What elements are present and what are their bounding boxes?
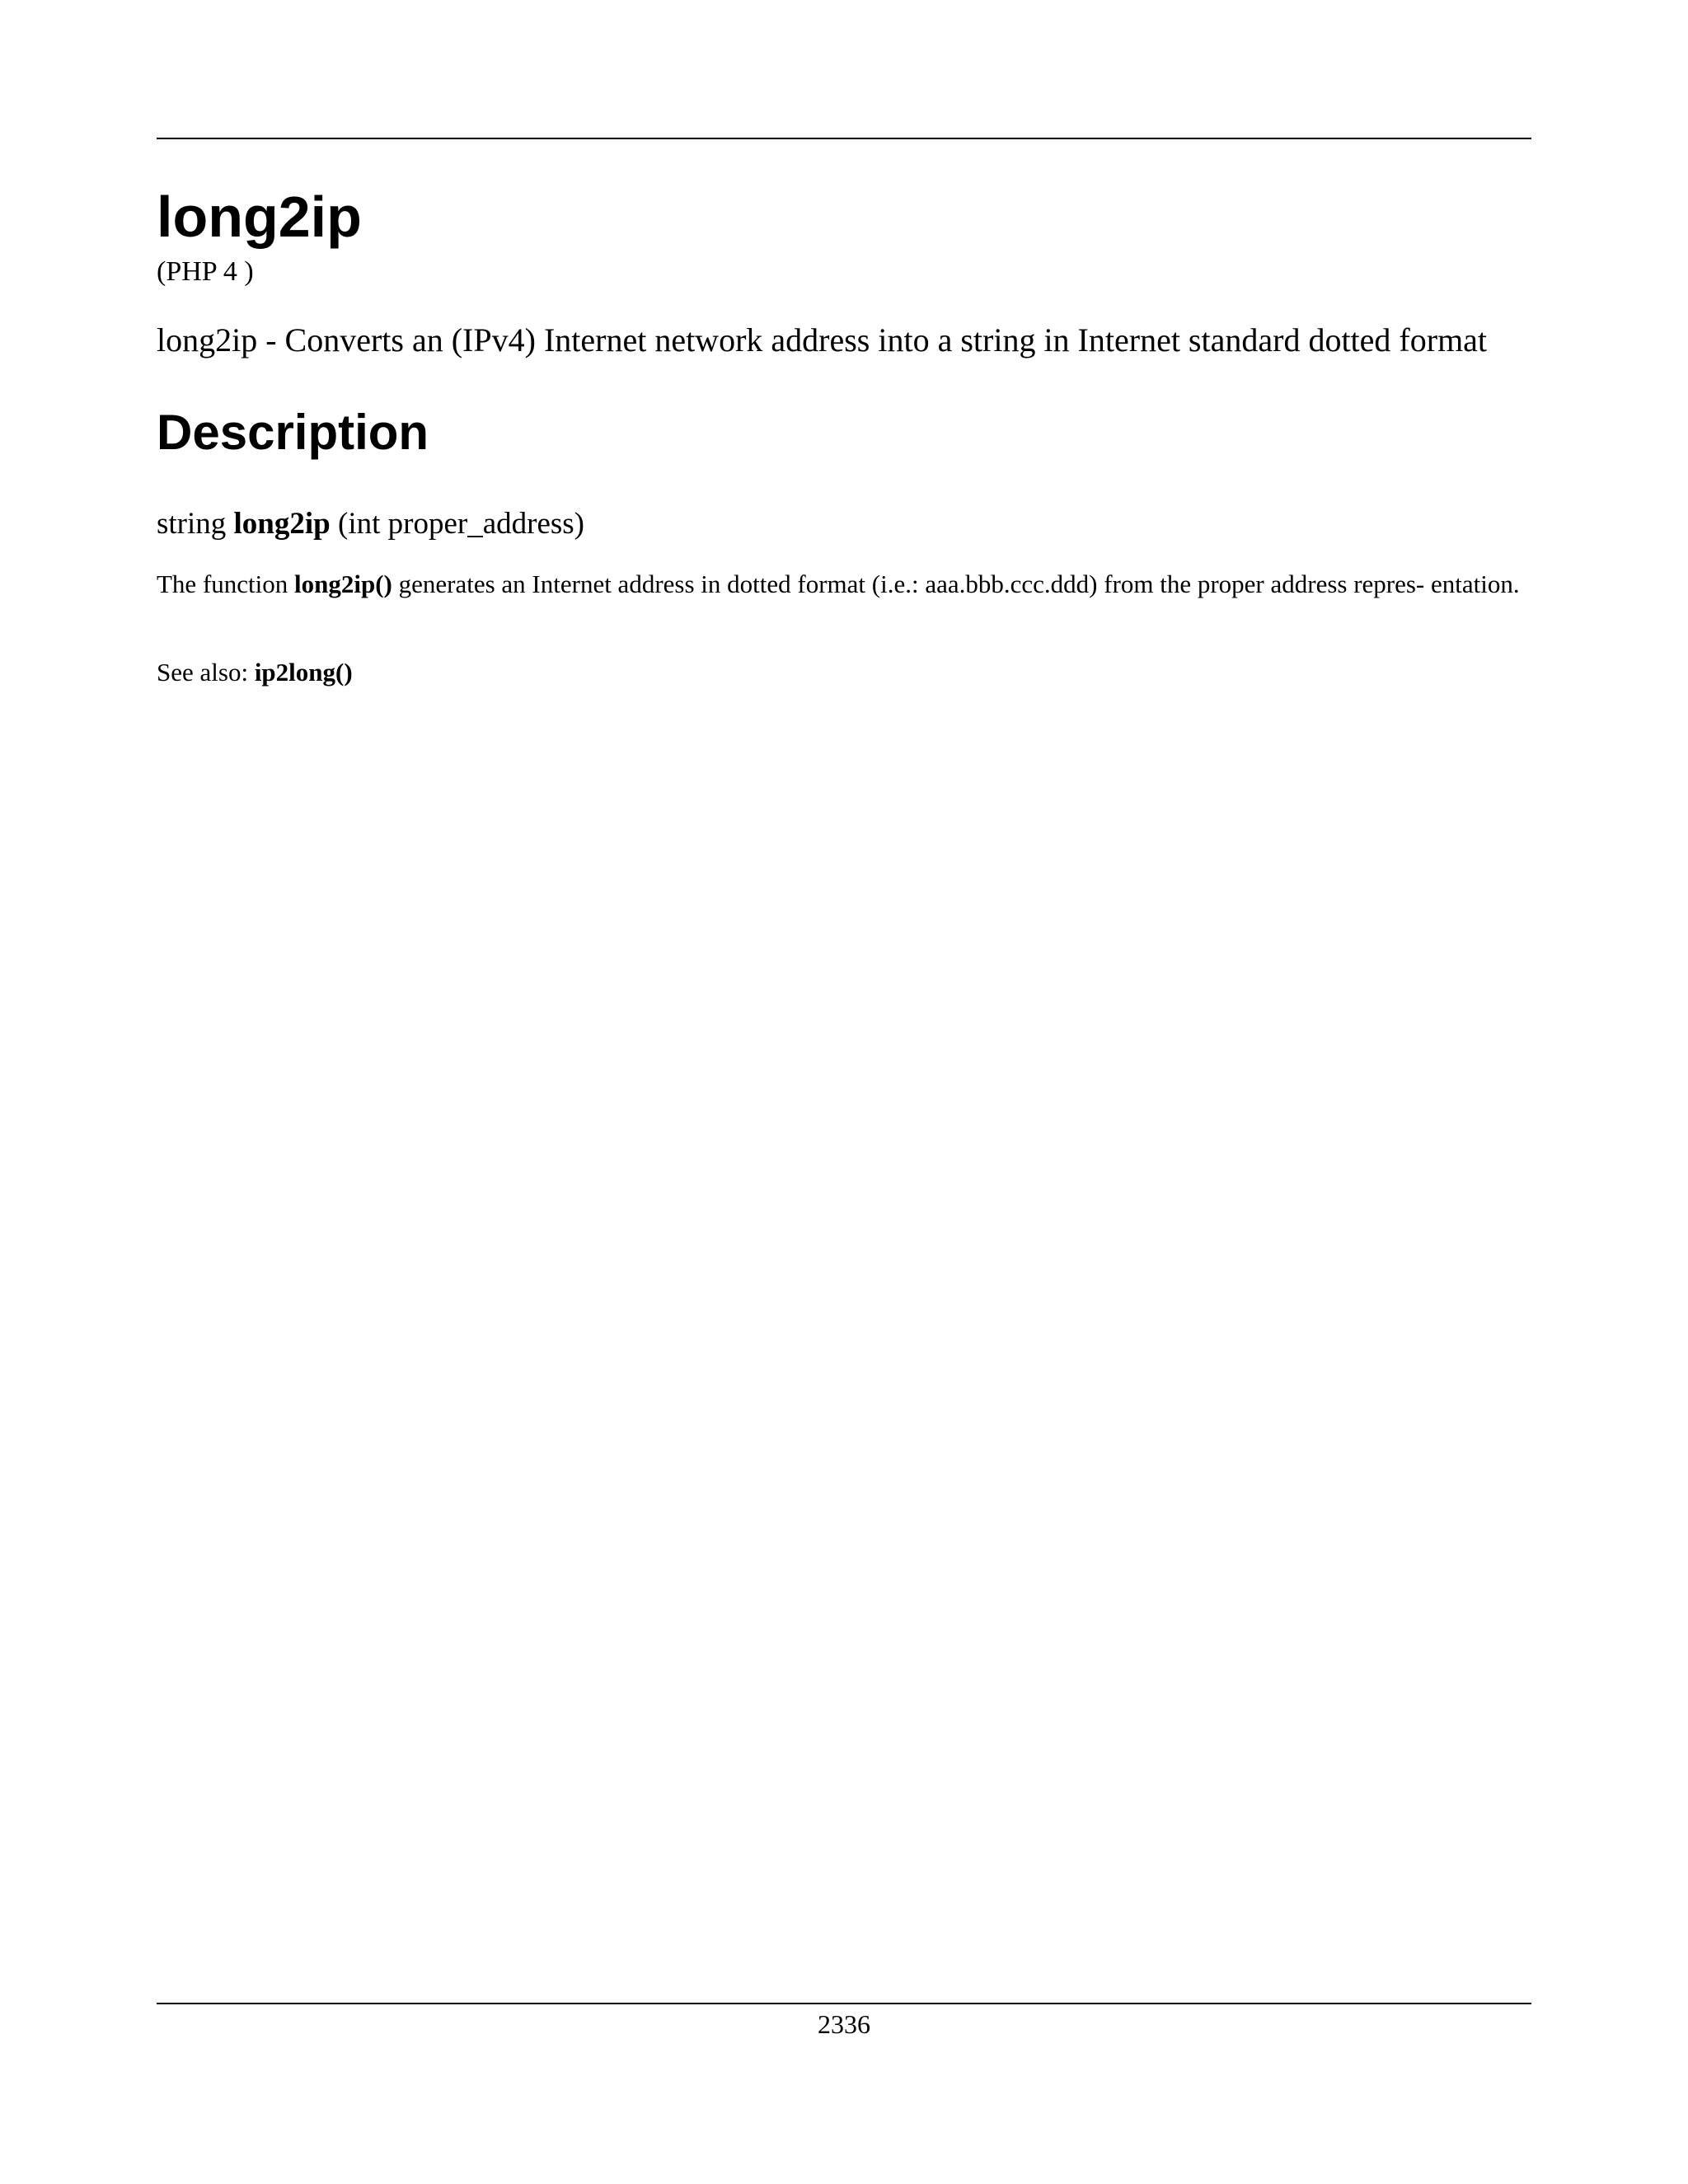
paragraph-function-ref: long2ip(): [294, 569, 392, 598]
paragraph-text-after: generates an Internet address in dotted format (i.e.: aaa.bbb.ccc.ddd) from the proper address repres- entation.: [392, 569, 1520, 598]
php-version: (PHP 4 ): [157, 256, 254, 287]
synopsis-return-type: string: [157, 507, 227, 541]
page-number: 2336: [818, 2009, 870, 2039]
see-also-label: See also:: [157, 658, 255, 687]
see-also-link[interactable]: ip2long(): [254, 658, 353, 687]
function-synopsis: [157, 506, 584, 542]
synopsis-function-name: long2ip: [233, 507, 331, 541]
synopsis-params: (int proper_address): [338, 507, 584, 541]
function-title: long2ip: [157, 185, 362, 249]
function-purpose: long2ip - Converts an (IPv4) Internet network address into a string in Internet standard dotted format: [157, 321, 1488, 359]
see-also: [157, 657, 353, 687]
description-paragraph: [157, 569, 1531, 600]
footer-rule: [157, 2003, 1531, 2004]
description-heading: Description: [157, 405, 429, 460]
header-rule: [157, 138, 1531, 139]
paragraph-text-before: The function: [157, 569, 295, 598]
